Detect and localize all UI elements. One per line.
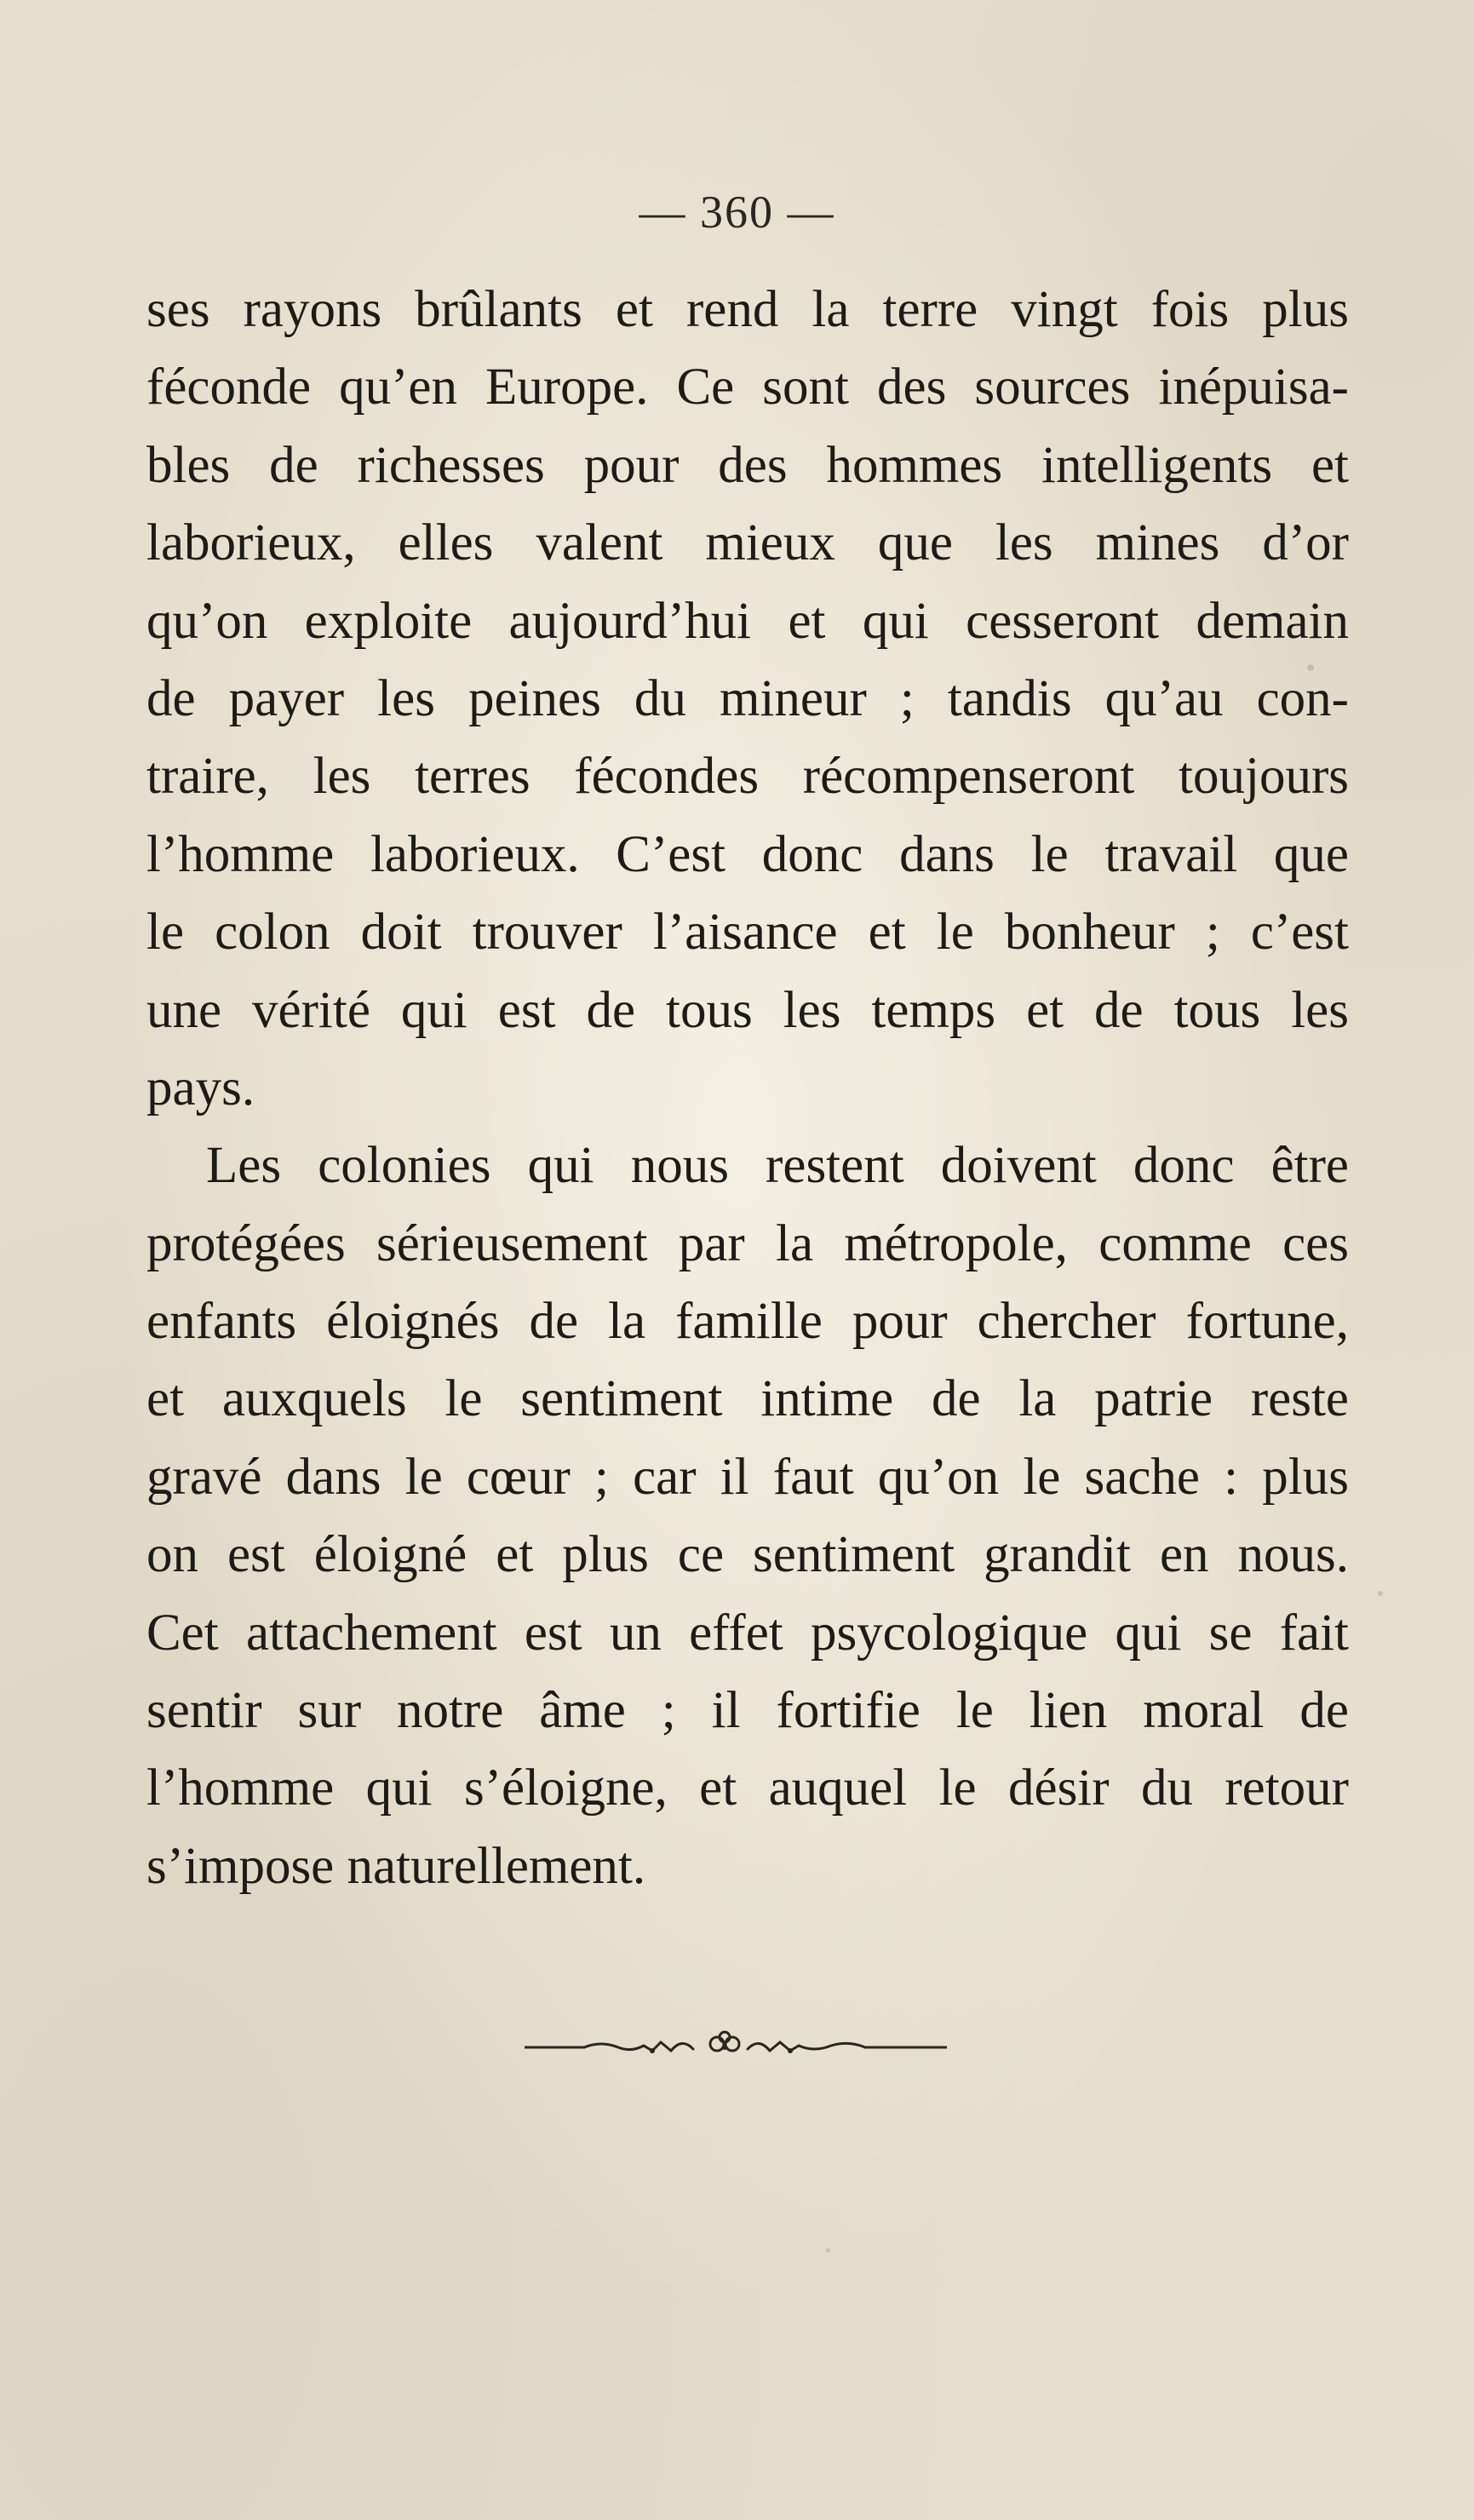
text-line: traire, les terres fécondes récompenseront toujours [146,748,1349,806]
text-line: ses rayons brûlants et rend la terre vingt fois plus [146,281,1349,338]
text-line: gravé dans le cœur ; car il faut qu’on le sache : plus [146,1448,1349,1506]
text-line: enfants éloignés de la famille pour chercher fortune, [146,1293,1349,1351]
text-line: et auxquels le sentiment intime de la patrie reste [146,1370,1349,1428]
text-line: de payer les peines du mineur ; tandis qu’au con- [146,669,1349,727]
text-line: Les colonies qui nous restent doivent donc être [206,1137,1349,1195]
page-number: — 360 — [639,187,835,238]
text-line: qu’on exploite aujourd’hui et qui cesseront demain [146,592,1349,650]
text-line: bles de richesses pour des hommes intelligents et [146,436,1349,494]
text-line: on est éloigné et plus ce sentiment grandit en nous. [146,1526,1349,1584]
text-line: pays. [146,1059,255,1116]
text-line: féconde qu’en Europe. Ce sont des sources inépuisa- [146,359,1349,416]
text-line: laborieux, elles valent mieux que les mines d’or [146,514,1349,572]
paper-speck [1378,1591,1383,1596]
paper-speck [826,2248,830,2253]
text-line: l’homme laborieux. C’est donc dans le travail que [146,825,1349,883]
text-line: le colon doit trouver l’aisance et le bonheur ; c’est [146,904,1349,962]
text-line: sentir sur notre âme ; il fortifie le lien moral de [146,1682,1349,1740]
text-line: s’impose naturellement. [146,1837,646,1895]
tailpiece-ornament-icon [525,2025,947,2063]
text-line: une vérité qui est de tous les temps et de tous les [146,981,1349,1039]
text-line: l’homme qui s’éloigne, et auquel le désir du retour [146,1759,1349,1817]
paragraph [146,271,1349,1127]
text-line: Cet attachement est un effet psycologique qui se fait [146,1604,1349,1662]
paragraph [146,1127,1349,1905]
body-text [146,271,1349,1905]
text-line: protégées sérieusement par la métropole, comme ces [146,1214,1349,1272]
